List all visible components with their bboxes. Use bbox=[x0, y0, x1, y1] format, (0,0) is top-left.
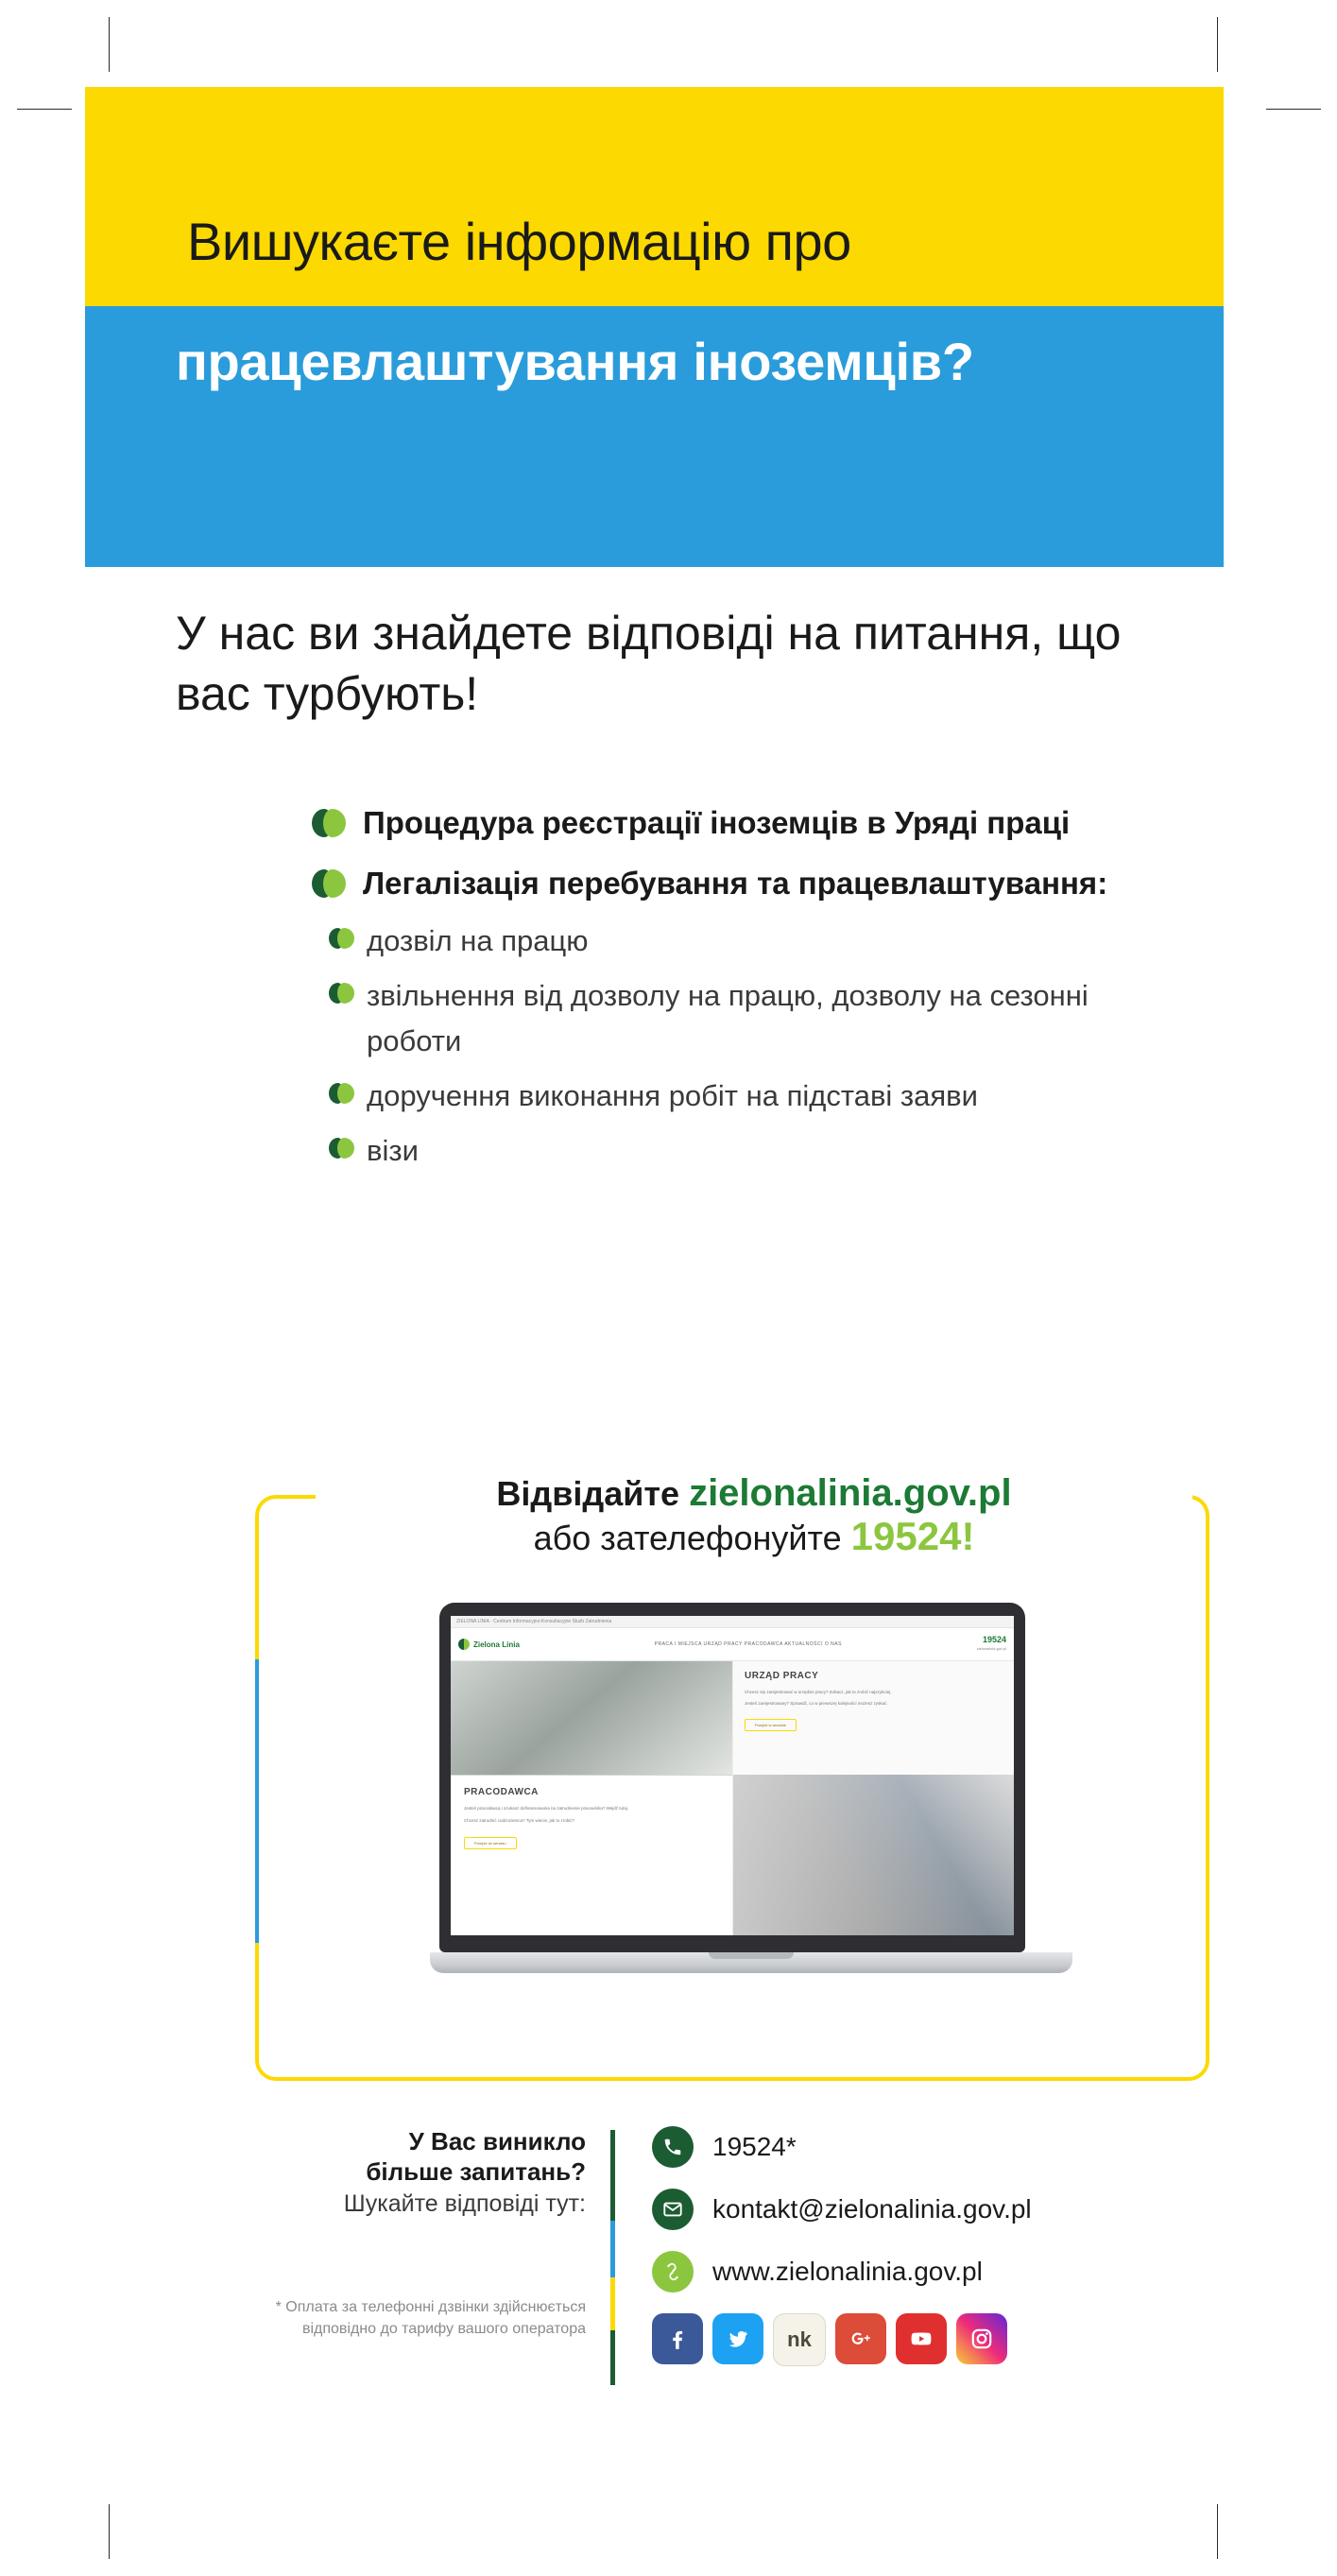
site-topbar: ZIELONA LINIA · Centrum Informacyjno-Konsultacyjne Służb Zatrudnienia bbox=[451, 1616, 1014, 1628]
laptop-base bbox=[430, 1952, 1072, 1973]
contact-web-text: www.zielonalinia.gov.pl bbox=[712, 2257, 983, 2286]
list-item bbox=[312, 919, 1200, 964]
google-plus-icon[interactable] bbox=[835, 2313, 886, 2364]
site-nav[interactable]: PRACA I MIEJSCA URZĄD PRACY PRACODAWCA AKTUALNOŚCI O NAS bbox=[654, 1641, 842, 1647]
footer-divider bbox=[610, 2130, 615, 2385]
list-item-label: доручення виконання робіт на підставі заяви bbox=[367, 1079, 978, 1112]
mail-icon bbox=[652, 2189, 694, 2230]
footer bbox=[85, 2126, 1224, 2438]
promo-site-link[interactable]: zielonalinia.gov.pl bbox=[689, 1472, 1012, 1514]
site-card-employer-button[interactable]: Przejdź do serwisu bbox=[464, 1837, 517, 1849]
list-item-label: візи bbox=[367, 1134, 419, 1167]
footer-divider-blue bbox=[610, 2221, 615, 2277]
list-item bbox=[312, 1073, 1200, 1119]
site-photo-people bbox=[732, 1775, 1014, 1935]
benefits-list bbox=[312, 803, 1200, 1183]
list-item-label: звільнення від дозволу на працю, дозволу на сезонні роботи bbox=[367, 979, 1088, 1057]
laptop-illustration bbox=[430, 1603, 1035, 1973]
site-column-left bbox=[451, 1661, 732, 1935]
facebook-icon[interactable] bbox=[652, 2313, 703, 2364]
website-screenshot bbox=[451, 1616, 1014, 1935]
web-icon bbox=[652, 2251, 694, 2293]
leaf-bullet-icon bbox=[312, 869, 348, 898]
site-card-employer bbox=[451, 1776, 732, 1935]
footer-tariff-note: * Оплата за телефонні дзвінки здійснюється відповідно до тарифу вашого оператора bbox=[275, 2299, 586, 2337]
list-item-label: дозвіл на працю bbox=[367, 924, 589, 957]
list-item bbox=[312, 1128, 1200, 1174]
leaf-logo-icon bbox=[458, 1639, 470, 1650]
contact-email-row[interactable] bbox=[652, 2189, 1219, 2230]
leaf-bullet-icon-small bbox=[329, 983, 355, 1004]
contact-phone-row[interactable] bbox=[652, 2126, 1219, 2168]
contact-web-row[interactable] bbox=[652, 2251, 1219, 2293]
crop-mark bbox=[1266, 109, 1321, 110]
list-item bbox=[312, 803, 1200, 843]
site-card-employer-title: PRACODAWCA bbox=[464, 1787, 539, 1797]
site-phone-number: 19524 bbox=[982, 1635, 1006, 1644]
footer-question-line-3: Шукайте відповіді тут: bbox=[343, 2190, 586, 2217]
site-phone bbox=[977, 1636, 1006, 1653]
contact-phone-text: 19524* bbox=[712, 2132, 797, 2161]
site-header bbox=[451, 1628, 1014, 1661]
list-item bbox=[312, 864, 1200, 903]
footer-question-line-1: У Вас виникло bbox=[408, 2127, 586, 2155]
footer-contacts bbox=[652, 2126, 1219, 2366]
leaf-bullet-icon-small bbox=[329, 1083, 355, 1104]
site-card-office-text-1: Chcesz się zarejestrować w urzędzie pracy? Zobacz, jak to zrobić najszybciej. bbox=[745, 1690, 892, 1694]
footer-question-block bbox=[246, 2126, 586, 2221]
promo-visit-label: Відвідайте bbox=[496, 1474, 680, 1513]
leaf-bullet-icon-small bbox=[329, 928, 355, 949]
laptop-lid bbox=[439, 1603, 1025, 1952]
site-card-office-button[interactable]: Przejdź w serwisie bbox=[745, 1719, 797, 1731]
site-photo-newspapers bbox=[451, 1661, 732, 1776]
contact-email-text: kontakt@zielonalinia.gov.pl bbox=[712, 2194, 1032, 2224]
list-item-label: Процедура реєстрації іноземців в Уряді праці bbox=[363, 805, 1071, 840]
promo-panel bbox=[255, 1472, 1209, 2081]
social-links bbox=[652, 2313, 1219, 2366]
headline-secondary: працевлаштування іноземців? bbox=[176, 332, 974, 391]
site-card-employer-text-2: Chcesz zatrudnić cudzoziemca? Tym wiecie, jak to zrobić? bbox=[464, 1818, 574, 1823]
footer-divider-yellow bbox=[610, 2277, 615, 2330]
twitter-icon[interactable] bbox=[712, 2313, 763, 2364]
promo-call-label: або зателефонуйте bbox=[533, 1519, 842, 1557]
site-logo bbox=[458, 1639, 520, 1650]
leaf-bullet-icon bbox=[312, 809, 348, 837]
site-card-employer-text-1: Jesteś pracodawcą i szukasz dofinansowania na zatrudnienie pracownika? Wejdź tutaj. bbox=[464, 1806, 629, 1811]
phone-icon bbox=[652, 2126, 694, 2168]
promo-phone-number[interactable]: 19524! bbox=[850, 1514, 975, 1558]
site-card-office bbox=[732, 1661, 1014, 1775]
footer-question-line-2: більше запитань? bbox=[366, 2157, 586, 2186]
crop-mark bbox=[17, 109, 72, 110]
list-item-label: Легалізація перебування та працевлаштування: bbox=[363, 866, 1108, 901]
site-phone-sub: zielonalinia.gov.pl bbox=[976, 1646, 1006, 1651]
site-body bbox=[451, 1661, 1014, 1935]
promo-call-line bbox=[329, 1515, 1179, 1560]
nk-icon[interactable]: nk bbox=[773, 2313, 826, 2366]
site-logo-label: Zielona Linia bbox=[473, 1640, 520, 1649]
promo-heading bbox=[316, 1472, 1192, 1560]
intro-text: У нас ви знайдете відповіді на питання, що вас турбують! bbox=[176, 607, 1122, 720]
leaf-bullet-icon-small bbox=[329, 1138, 355, 1159]
poster-page bbox=[85, 28, 1252, 2542]
instagram-icon[interactable] bbox=[956, 2313, 1007, 2364]
list-item bbox=[312, 973, 1200, 1064]
headline-primary: Вишукаєте інформацію про bbox=[187, 212, 851, 271]
site-card-office-text-2: Jesteś zarejestrowany? Sprawdź, co w pierwszej kolejności możesz zyskać. bbox=[745, 1701, 888, 1706]
site-card-office-title: URZĄD PRACY bbox=[745, 1671, 819, 1681]
promo-visit-line bbox=[329, 1472, 1179, 1515]
youtube-icon[interactable] bbox=[896, 2313, 947, 2364]
site-column-right bbox=[732, 1661, 1014, 1935]
